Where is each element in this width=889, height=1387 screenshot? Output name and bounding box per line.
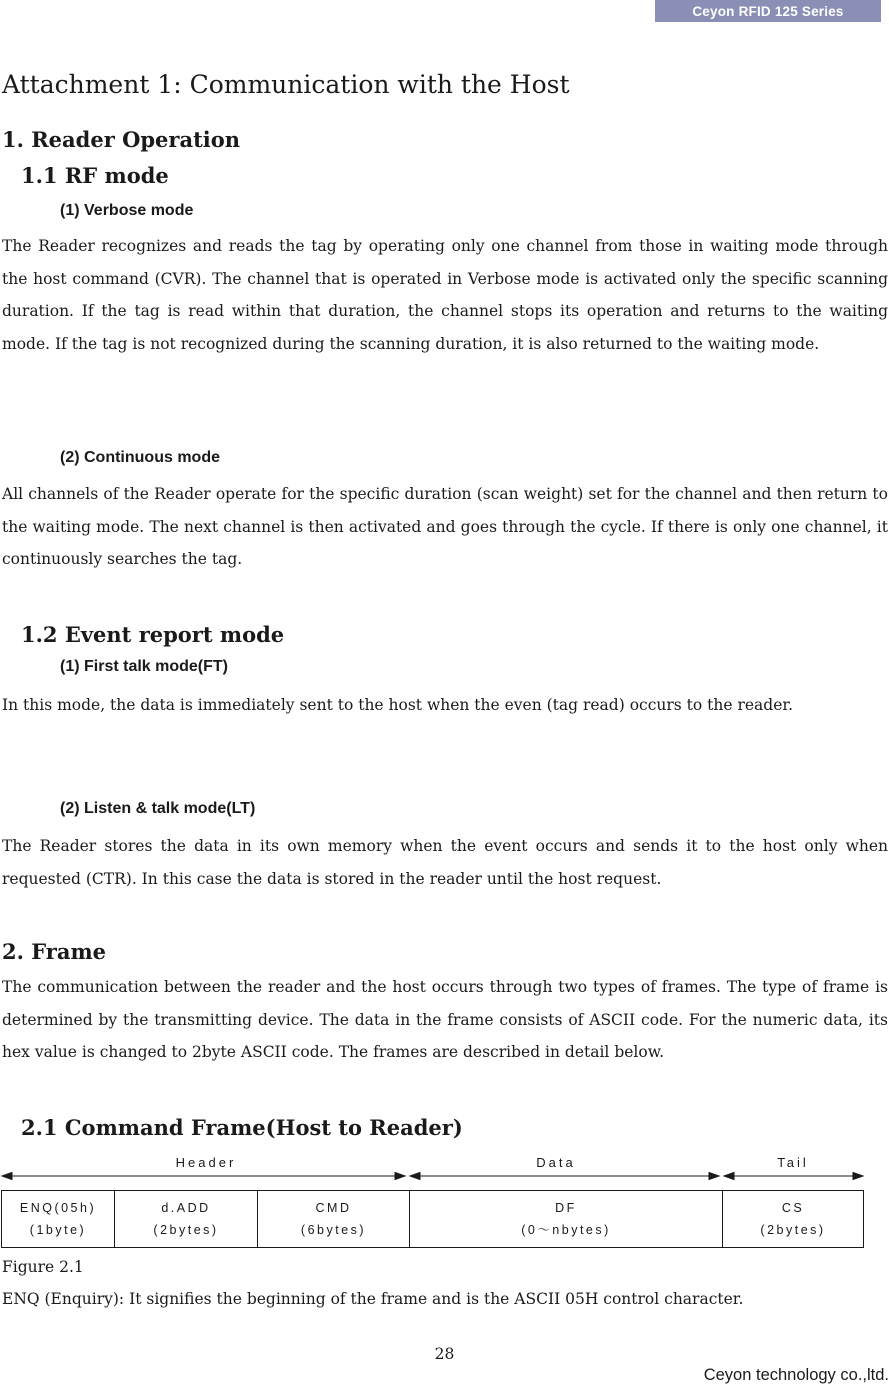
paragraph-listen-talk-mode: The Reader stores the data in its own memory when the event occurs and sends it to the host only when requested (CTR). In this case the data is stored in the reader until the host request. <box>2 837 888 888</box>
cell-field-size: (1byte) <box>29 1223 87 1237</box>
data-arrowhead-right <box>709 1173 719 1180</box>
header-arrowhead-left <box>2 1173 12 1180</box>
subsection-heading-rf-mode: 1.1 RF mode <box>21 163 169 188</box>
cell-field-name: CS <box>781 1201 805 1215</box>
cell-field-name: DF <box>555 1201 577 1215</box>
figure-caption: Figure 2.1 <box>2 1258 84 1276</box>
tail-arrowhead-left <box>724 1173 734 1180</box>
header-arrowhead-right <box>395 1173 405 1180</box>
frame-cell-enq <box>2 1191 115 1248</box>
frame-cell-cmd <box>258 1191 410 1248</box>
frame-cell-df <box>410 1191 723 1248</box>
cell-field-size: (2bytes) <box>760 1223 826 1237</box>
section-heading-frame: 2. Frame <box>2 939 107 964</box>
cell-field-name: CMD <box>315 1201 352 1215</box>
paragraph-frame: The communication between the reader and the host occurs through two types of frames. The type of frame is determined by the transmitting device. The data in the frame consists of ASCII code. For the numeric data, its hex value is changed to 2byte ASCII code. The frames are described in detail below. <box>2 978 888 1062</box>
subsection-heading-event-report-mode: 1.2 Event report mode <box>21 622 285 647</box>
cell-field-name: d.ADD <box>161 1201 211 1215</box>
command-frame-table <box>1 1190 864 1248</box>
cell-field-size: (6bytes) <box>300 1223 367 1237</box>
heading-first-talk-mode: (1) First talk mode(FT) <box>60 658 229 675</box>
label-tail: Tail <box>777 1155 809 1170</box>
cell-field-name: ENQ(05h) <box>19 1201 97 1215</box>
data-arrowhead-left <box>410 1173 420 1180</box>
series-badge: Ceyon RFID 125 Series <box>655 0 881 22</box>
frame-cell-cs <box>723 1191 864 1248</box>
page-title: Attachment 1: Communication with the Host <box>2 70 570 99</box>
heading-verbose-mode: (1) Verbose mode <box>60 202 194 219</box>
paragraph-continuous-mode: All channels of the Reader operate for the specific duration (scan weight) set for the channel and then return to the waiting mode. The next channel is then activated and goes through the cycle. If there is only one channel, it continuously searches the tag. <box>2 485 888 569</box>
label-header: Header <box>175 1155 237 1170</box>
frame-group-arrows <box>0 1150 889 1186</box>
cell-field-size: (2bytes) <box>153 1223 219 1237</box>
frame-cell-address <box>115 1191 258 1248</box>
tail-arrowhead-right <box>853 1173 863 1180</box>
page-number: 28 <box>434 1345 455 1363</box>
heading-listen-talk-mode: (2) Listen & talk mode(LT) <box>60 800 256 817</box>
table-row <box>2 1191 864 1248</box>
label-data: Data <box>536 1155 576 1170</box>
paragraph-first-talk-mode: In this mode, the data is immediately sent to the host when the even (tag read) occurs to the reader. <box>2 696 794 714</box>
subsection-heading-command-frame: 2.1 Command Frame(Host to Reader) <box>21 1115 463 1140</box>
section-heading-reader-operation: 1. Reader Operation <box>2 127 241 152</box>
cell-field-size: (0～nbytes) <box>521 1223 611 1237</box>
company-name: Ceyon technology co.,ltd. <box>703 1366 889 1384</box>
paragraph-enq: ENQ (Enquiry): It signifies the beginning of the frame and is the ASCII 05H control character. <box>2 1290 744 1308</box>
paragraph-verbose-mode: The Reader recognizes and reads the tag by operating only one channel from those in waiting mode through the host command (CVR). The channel that is operated in Verbose mode is activated only the specific scanning duration. If the tag is read within that duration, the channel stops its operation and returns to the waiting mode. If the tag is not recognized during the scanning duration, it is also returned to the waiting mode. <box>2 237 888 353</box>
heading-continuous-mode: (2) Continuous mode <box>60 449 220 466</box>
